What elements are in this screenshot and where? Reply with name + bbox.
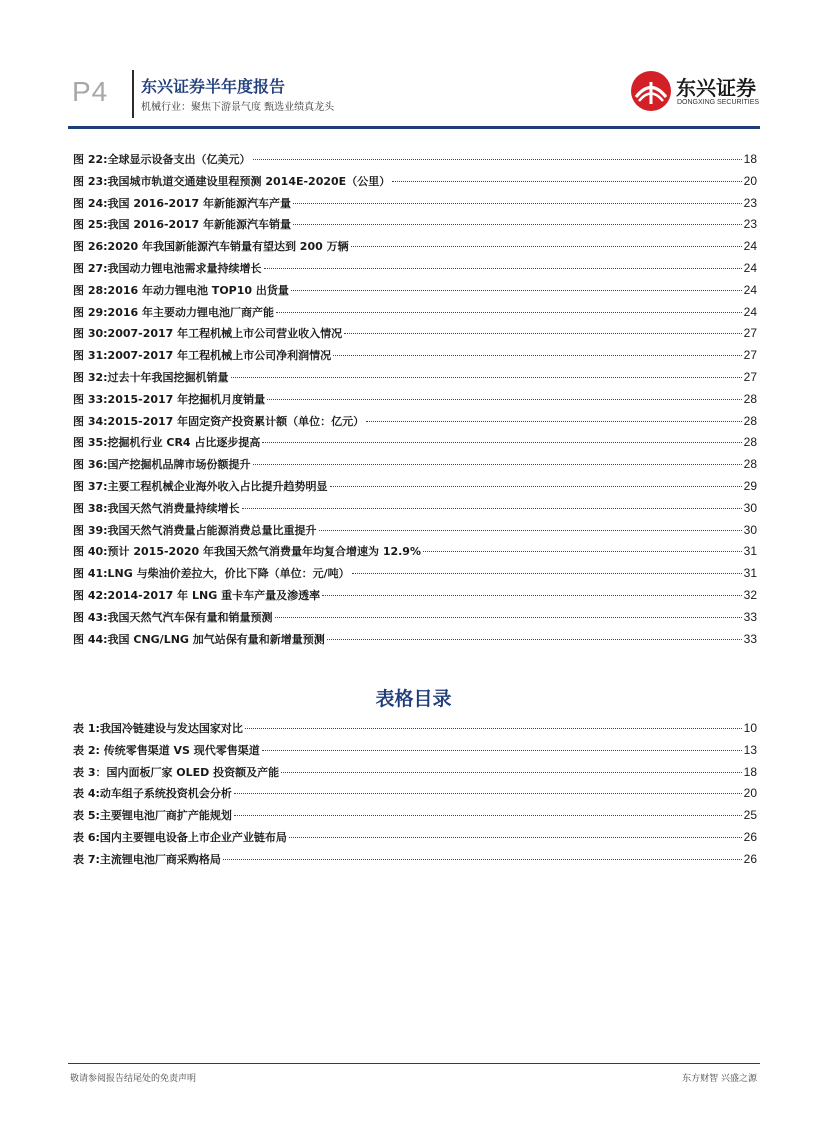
toc-entry-page: 28 [743, 457, 757, 472]
toc-leader-dots [231, 377, 742, 378]
company-logo [630, 68, 760, 116]
toc-entry-page: 25 [743, 808, 757, 823]
toc-leader-dots [242, 508, 742, 509]
toc-leader-dots [293, 203, 742, 204]
toc-entry-page: 18 [743, 764, 757, 779]
figure-toc-entry[interactable] [73, 500, 757, 522]
toc-leader-dots [262, 750, 742, 751]
toc-entry-page: 18 [743, 152, 757, 166]
figure-toc-entry[interactable] [73, 565, 757, 587]
figure-toc-entry[interactable] [73, 609, 757, 631]
toc-leader-dots [276, 312, 742, 313]
figure-toc-entry[interactable] [73, 304, 757, 326]
figure-toc-entry[interactable] [73, 282, 757, 304]
toc-leader-dots [333, 355, 741, 356]
table-toc-entry[interactable] [73, 785, 757, 807]
figure-toc-entry[interactable] [73, 456, 757, 478]
figure-toc-entry[interactable] [73, 347, 757, 369]
toc-entry-label: 图 25:我国 2016-2017 年新能源汽车销量 [73, 218, 291, 232]
toc-leader-dots [293, 224, 742, 225]
toc-entry-page: 33 [743, 631, 757, 646]
toc-entry-page: 20 [743, 173, 757, 188]
toc-entry-page: 32 [743, 587, 757, 602]
toc-leader-dots [352, 573, 742, 574]
toc-leader-dots [322, 595, 742, 596]
toc-entry-label: 表 3：国内面板厂家 OLED 投资额及产能 [73, 765, 280, 779]
figure-toc-entry[interactable] [73, 522, 757, 544]
footer-rule [68, 1063, 760, 1064]
footer-slogan: 东方财智 兴盛之源 [682, 1074, 757, 1084]
report-title: 东兴证券半年度报告 [141, 77, 286, 96]
toc-entry-label: 图 33:2015-2017 年挖掘机月度销量 [73, 392, 266, 406]
page-header [0, 0, 827, 130]
figure-toc-entry[interactable] [73, 478, 757, 500]
toc-entry-page: 33 [743, 609, 757, 624]
toc-entry-label: 表 7:主流锂电池厂商采购格局 [73, 852, 221, 866]
toc-entry-label: 图 37:主要工程机械企业海外收入占比提升趋势明显 [73, 479, 328, 493]
toc-leader-dots [264, 268, 742, 269]
table-toc-entry[interactable] [73, 829, 757, 851]
toc-entry-label: 图 24:我国 2016-2017 年新能源汽车产量 [73, 196, 291, 210]
logo-mark-icon [630, 70, 672, 112]
table-toc-entry[interactable] [73, 851, 757, 873]
toc-entry-page: 28 [743, 435, 757, 450]
toc-entry-page: 24 [743, 239, 757, 254]
toc-entry-page: 31 [743, 544, 757, 559]
toc-entry-label: 图 36:国产挖掘机品牌市场份额提升 [73, 458, 251, 472]
toc-leader-dots [319, 530, 742, 531]
figure-toc-entry[interactable] [73, 543, 757, 565]
figure-toc-entry[interactable] [73, 391, 757, 413]
logo-text-cn: 东兴证券 [676, 76, 756, 100]
toc-entry-page: 27 [743, 348, 757, 363]
toc-leader-dots [366, 421, 741, 422]
toc-leader-dots [234, 815, 742, 816]
toc-entry-page: 29 [743, 478, 757, 493]
toc-leader-dots [223, 859, 742, 860]
toc-entry-label: 图 23:我国城市轨道交通建设里程预测 2014E-2020E（公里） [73, 174, 391, 188]
figure-toc-list [73, 151, 757, 652]
figure-toc-entry[interactable] [73, 260, 757, 282]
header-divider [132, 70, 134, 118]
toc-leader-dots [351, 246, 742, 247]
toc-leader-dots [281, 772, 741, 773]
toc-entry-page: 23 [743, 217, 757, 232]
table-toc-entry[interactable] [73, 807, 757, 829]
toc-leader-dots [392, 181, 741, 182]
toc-entry-page: 10 [743, 721, 757, 735]
toc-entry-page: 30 [743, 522, 757, 537]
toc-entry-label: 图 34:2015-2017 年固定资产投资累计额（单位：亿元） [73, 414, 365, 428]
figure-toc-entry[interactable] [73, 413, 757, 435]
toc-entry-label: 图 41:LNG 与柴油价差拉大，价比下降（单位：元/吨） [73, 567, 350, 581]
toc-leader-dots [327, 639, 742, 640]
toc-entry-page: 27 [743, 326, 757, 341]
header-rule [68, 126, 760, 129]
toc-entry-page: 13 [743, 742, 757, 757]
toc-entry-page: 24 [743, 282, 757, 297]
toc-leader-dots [234, 793, 742, 794]
toc-leader-dots [253, 464, 742, 465]
figure-toc-entry[interactable] [73, 369, 757, 391]
toc-entry-label: 图 22:全球显示设备支出（亿美元） [73, 153, 251, 166]
toc-entry-label: 图 26:2020 年我国新能源汽车销量有望达到 200 万辆 [73, 240, 349, 254]
report-subtitle: 机械行业：聚焦下游景气度 甄选业绩真龙头 [141, 102, 335, 113]
toc-entry-page: 28 [743, 413, 757, 428]
toc-entry-label: 图 40:预计 2015-2020 年我国天然气消费量年均复合增速为 12.9% [73, 545, 421, 559]
figure-toc-entry[interactable] [73, 216, 757, 238]
footer-disclaimer: 敬请参阅报告结尾处的免责声明 [70, 1074, 197, 1084]
figure-toc-entry[interactable] [73, 238, 757, 260]
figure-toc-entry[interactable] [73, 325, 757, 347]
figure-toc-entry[interactable] [73, 434, 757, 456]
toc-entry-page: 24 [743, 260, 757, 275]
toc-entry-page: 30 [743, 500, 757, 515]
figure-toc-entry[interactable] [73, 631, 757, 653]
toc-leader-dots [344, 333, 741, 334]
toc-entry-page: 26 [743, 851, 757, 866]
figure-toc-entry[interactable] [73, 151, 757, 173]
toc-entry-label: 图 27:我国动力锂电池需求量持续增长 [73, 261, 262, 275]
toc-leader-dots [267, 399, 741, 400]
toc-entry-label: 图 28:2016 年动力锂电池 TOP10 出货量 [73, 283, 289, 297]
toc-entry-label: 图 44:我国 CNG/LNG 加气站保有量和新增量预测 [73, 632, 325, 646]
toc-entry-label: 表 1:我国冷链建设与发达国家对比 [73, 722, 243, 735]
toc-entry-label: 图 31:2007-2017 年工程机械上市公司净利润情况 [73, 349, 332, 363]
toc-entry-label: 图 35:挖掘机行业 CR4 占比逐步提高 [73, 436, 261, 450]
toc-leader-dots [245, 728, 742, 729]
table-toc-entry[interactable] [73, 742, 757, 764]
toc-entry-page: 31 [743, 566, 757, 581]
tables-section-title: 表格目录 [375, 688, 452, 710]
figure-toc-entry[interactable] [73, 195, 757, 217]
toc-leader-dots [275, 617, 742, 618]
toc-entry-page: 28 [743, 391, 757, 406]
toc-entry-label: 表 4:动车组子系统投资机会分析 [73, 787, 232, 801]
table-toc-entry[interactable] [73, 764, 757, 786]
toc-entry-page: 27 [743, 369, 757, 384]
toc-entry-label: 图 43:我国天然气汽车保有量和销量预测 [73, 610, 273, 624]
toc-leader-dots [253, 159, 742, 160]
toc-entry-label: 图 30:2007-2017 年工程机械上市公司营业收入情况 [73, 327, 343, 341]
toc-entry-page: 26 [743, 829, 757, 844]
toc-entry-label: 图 32:过去十年我国挖掘机销量 [73, 370, 229, 384]
table-toc-entry[interactable] [73, 720, 757, 742]
figure-toc-entry[interactable] [73, 587, 757, 609]
toc-entry-label: 图 29:2016 年主要动力锂电池厂商产能 [73, 305, 274, 319]
toc-entry-label: 表 2: 传统零售渠道 VS 现代零售渠道 [73, 743, 260, 757]
figure-toc-entry[interactable] [73, 173, 757, 195]
toc-entry-label: 图 39:我国天然气消费量占能源消费总量比重提升 [73, 523, 317, 537]
page-number: P4 [72, 76, 109, 107]
toc-leader-dots [330, 486, 742, 487]
toc-leader-dots [291, 290, 742, 291]
toc-leader-dots [262, 442, 741, 443]
toc-leader-dots [423, 551, 742, 552]
toc-leader-dots [289, 837, 742, 838]
toc-entry-label: 图 38:我国天然气消费量持续增长 [73, 501, 240, 515]
toc-entry-label: 图 42:2014-2017 年 LNG 重卡车产量及渗透率 [73, 588, 321, 602]
toc-entry-page: 23 [743, 195, 757, 210]
logo-text-en: DONGXING SECURITIES [677, 99, 760, 106]
toc-entry-label: 表 5:主要锂电池厂商扩产能规划 [73, 809, 232, 823]
toc-entry-page: 24 [743, 304, 757, 319]
toc-entry-label: 表 6:国内主要锂电设备上市企业产业链布局 [73, 830, 287, 844]
table-toc-list [73, 720, 757, 873]
toc-entry-page: 20 [743, 786, 757, 801]
